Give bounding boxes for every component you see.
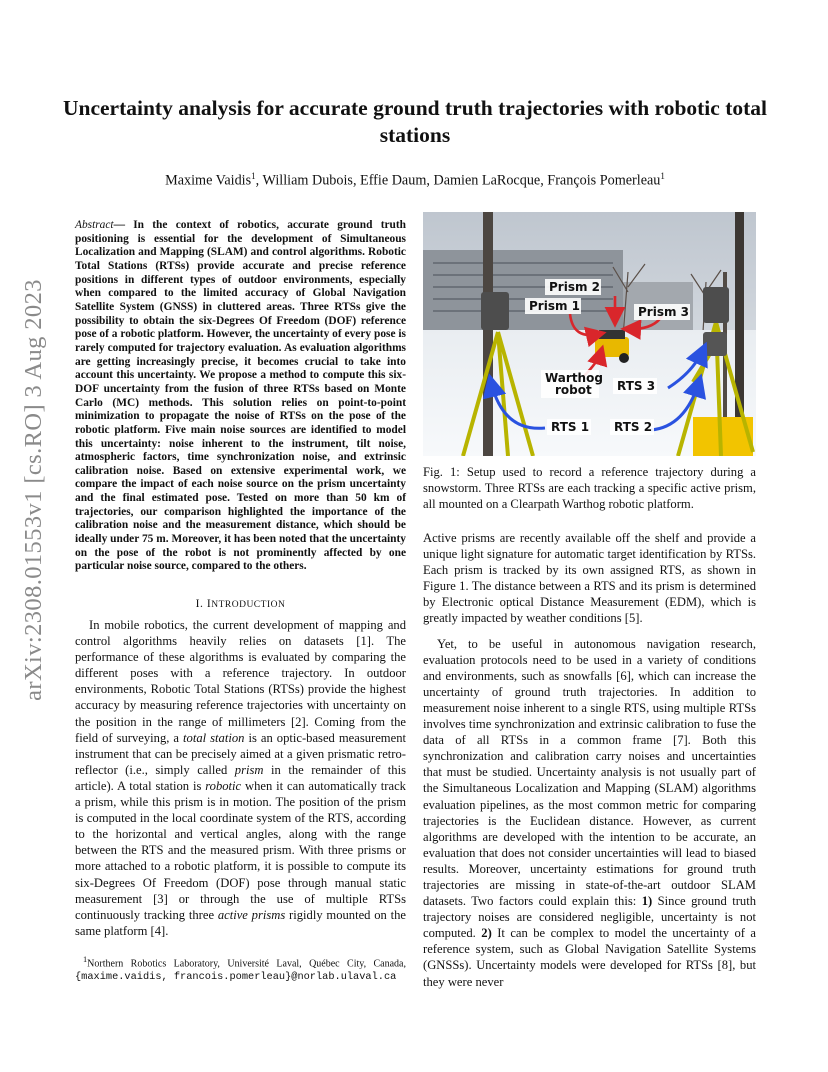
intro-text: rigidly mounted on the same platform [4]. xyxy=(75,907,406,938)
intro-emph: robotic xyxy=(205,778,242,793)
figure-caption: Fig. 1: Setup used to record a reference trajectory during a snowstorm. Three RTSs are each tracking a specific active prism, all mounted on a Clearpath Warthog robotic platform. xyxy=(423,465,756,512)
label-rts-3: RTS 3 xyxy=(617,379,656,393)
paragraph: Active prisms are recently available off the shelf and provide a unique light signature for automatic target identification by RTSs. Each prism is tracked by its own assigned RTS, as shown in Figure 1. The distance between a RTS and its prism is determined by Electronic optical Distance Measurement (EDM), which is greatly impacted by weather conditions [5]. xyxy=(423,531,756,626)
label-robot: robot xyxy=(555,383,592,397)
figure-photo xyxy=(423,212,756,456)
intro-emph: total station xyxy=(183,730,245,745)
paragraph-text: It can be complex to model the uncertainty of a reference system, such as Global Navigation Satellite Systems (GNSSs). Uncertainty models were developed for RTSs [8], but they were never xyxy=(423,926,756,989)
intro-emph: active prisms xyxy=(217,907,286,922)
label-prism-1: Prism 1 xyxy=(529,299,580,313)
label-rts-2: RTS 2 xyxy=(614,420,653,434)
right-column-text xyxy=(423,530,756,999)
list-number: 2) xyxy=(481,926,492,941)
footnote-emails[interactable]: {maxime.vaidis, francois.pomerleau}@norlab.ulaval.ca xyxy=(75,970,397,983)
section-rest: NTRODUCTION xyxy=(211,600,286,610)
label-prism-2: Prism 2 xyxy=(549,280,600,294)
author-first: Maxime Vaidis xyxy=(165,172,252,189)
intro-emph: prism xyxy=(234,762,264,777)
label-warthog: Warthog xyxy=(545,371,603,385)
footnote xyxy=(75,954,406,983)
footnote-text: Northern Robotics Laboratory, Université Laval, Québec City, Canada, xyxy=(87,958,406,970)
paragraph-text: Yet, to be useful in autonomous navigation research, evaluation protocols need to be used in a variety of conditions and environments, such as snowfalls [6], which can increase the uncertainty of ground truth trajectories. In addition to measurement noise inherent to a single RTS, using multiple RTSs involves time synchronization and extrinsic calibration to fuse the data of all RTSs in a common frame [7]. Both this synchronization and calibration carry noises and uncertainties that must be studied. Uncertainty analysis is not usually part of the Simultaneous Localization and Mapping (SLAM) algorithms evaluation pipelines, as the most common metric for comparing trajectories is the Euclidean distance. However, as current algorithms are developed with the intention to be accurate, an evaluation that does not consider uncertainties will lead to biased results. Moreover, uncertainty estimations for ground truth trajectories are missing in state-of-the-art outdoor SLAM datasets. Two factors could explain this: xyxy=(423,636,756,909)
affiliation-mark: 1 xyxy=(660,171,665,181)
intro-text: when it can automatically track a prism, while this prism is in motion. The position of the prism is computed in the local coordinate system of the RTS, according to the horizontal and vertical angles, along with the range between the RTS and the measured prism. With three prisms or more attached to a robotic platform, it is possible to compute its six-Degrees Of Freedom (DOF) pose through manual static measurement [3] or through the use of multiple RTSs continuously tracking three xyxy=(75,778,406,922)
list-number: 1) xyxy=(641,894,653,909)
intro-paragraph xyxy=(75,617,406,939)
intro-text: in the remainder of this article). A total station is xyxy=(75,762,406,793)
intro-text: In mobile robotics, the current development of mapping and control algorithms heavily relies on datasets [1]. The performance of these algorithms is evaluated by comparing the different poses with a reference trajectory. In outdoor environments, Robotic Total Stations (RTSs) provide the highest accuracy by measuring reference trajectories with uncertainty on the position in the range of millimeters [2]. Coming from the field of surveying, a xyxy=(75,618,406,745)
intro-text: is an optic-based measurement instrument that can be precisely aimed at a given prismatic retro-reflector (i.e., simply called xyxy=(75,730,406,777)
section-cap: I xyxy=(206,597,212,610)
abstract-label: Abstract xyxy=(75,219,114,231)
paper-title: Uncertainty analysis for accurate ground truth trajectories with robotic total stations xyxy=(62,96,767,147)
arxiv-identifier-text: arXiv:2308.01553v1 [cs.RO] 3 Aug 2023 xyxy=(20,279,47,701)
paragraph xyxy=(423,636,756,990)
abstract-text: — In the context of robotics, accurate ground truth positioning is essential for the development of Simultaneous Localization and Mapping (SLAM) and control algorithms. Robotic Total Stations (RTSs) provide accurate and precise reference positions in different types of outdoor environments, especially when compared to the limited accuracy of Global Navigation Satellite System (GNSS) in cluttered areas. Three RTSs give the possibility to obtain the six-Degrees Of Freedom (DOF) reference pose of a robotic platform. However, the uncertainty of every pose is rarely computed for trajectory evaluation. As evaluation algorithms are getting increasingly precise, it becomes crucial to take into account this uncertainty. We propose a method to compute this six-DOF uncertainty from the fusion of three RTSs based on Monte Carlo (MC) methods. This solution relies on point-to-point minimization to propagate the noise of RTSs on the pose of the robotic platform. Five main noise sources are identified to model this uncertainty: noise inherent to the instrument, tilt noise, atmospheric factors, time synchronization noise, and extrinsic calibration noise. Based on extensive experimental work, we compare the impact of each noise source on the prism uncertainty and the final estimated pose. Tested on more than 50 km of trajectories, our comparison highlighted the importance of the calibration noise and the measurement distance, which should be ideally under 75 m. Moreover, it has been noted that the uncertainty on the pose of the robot is not prominently affected by one particular noise source, compared to the others. xyxy=(75,219,406,573)
affiliation-mark: 1 xyxy=(251,171,256,181)
section-heading xyxy=(75,597,406,610)
author-rest: , William Dubois, Effie Daum, Damien LaRocque, François Pomerleau xyxy=(255,172,661,189)
footnote-mark: 1 xyxy=(83,955,88,964)
author-list xyxy=(60,171,770,190)
label-prism-3: Prism 3 xyxy=(638,305,689,319)
label-rts-1: RTS 1 xyxy=(551,420,590,434)
abstract xyxy=(75,219,406,574)
section-numeral: I. xyxy=(195,597,207,610)
arxiv-identifier xyxy=(4,230,64,750)
paragraph-text: Since ground truth trajectory noises are considered negligible, uncertainty is not computed. xyxy=(423,894,756,941)
